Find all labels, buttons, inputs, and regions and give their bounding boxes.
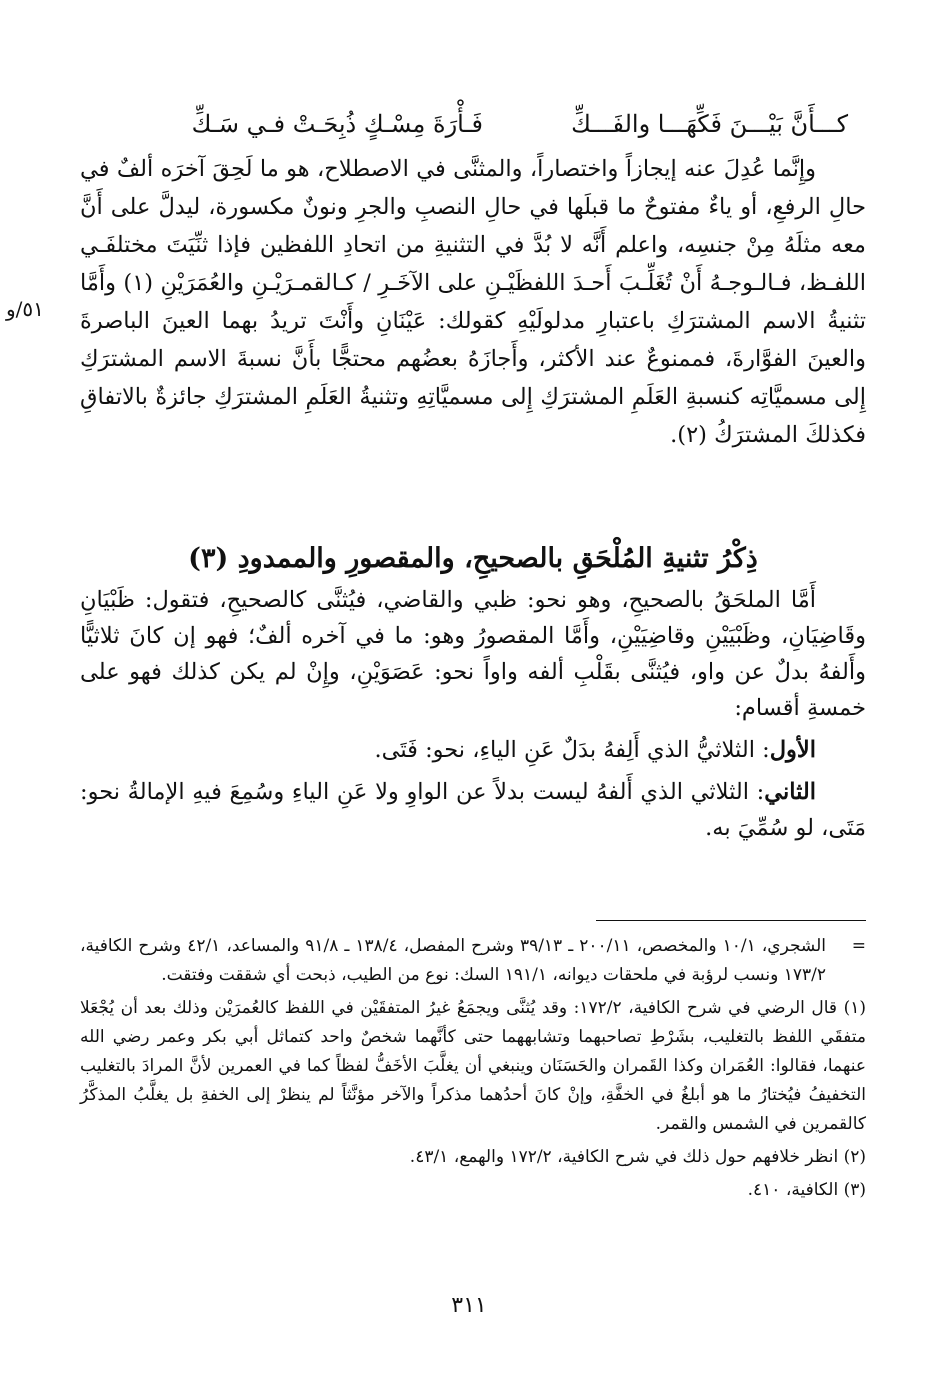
poetry-verse <box>128 104 848 144</box>
footnote-1: (١) قال الرضي في شرح الكافية، ١٧٢/٢: وقد يُثنَّى ويجمَعُ غيرُ المتفقَيْن في اللفظ كالعُمرَيْن وذلك بعد أن يُجْعَلا متفقَي اللفظ بالتغليب، بشَرْطِ تصاحبهما وتشابههما حتى كأنَّهما شخصٌ واحد كتماثل أبي بكر وعمر رضي الله عنهما، فقالوا: العُمَران وكذا القَمران والحَسَنَان وينبغي أن يغلَّبَ الأخَفُّ لفظاً كما في العمرين لأنَّ المرادَ بالتغليب التخفيفُ فيُختارُ ما هو أبلغُ في الخفَّةِ، وإنْ كانَ أحدُهما مذكراً والآخر مؤنَّثاً لم ينظرْ إلى الخفةِ بل يغلَّبُ المذكَّرُ كالقمرين في الشمس والقمر. <box>80 998 866 1134</box>
list-item-second-text: : الثلاثي الذي أَلفهُ ليست بدلاً عن الواوِ ولا عَنِ الياءِ وسُمِعَ فيهِ الإمالةُ نحو: مَتَى، لو سُمِّيَ به. <box>80 779 866 841</box>
list-item-first <box>80 732 866 768</box>
footnote-3: (٣) الكافية، ٤١٠. <box>747 1180 866 1200</box>
section-intro-paragraph: أَمَّا الملحَقُ بالصحيحِ، وهو نحو: ظبي والقاضي، فيُثنَّى كالصحيحِ، فتقول: ظَبْيَانِ وقَاضِيَانِ، وظَبْيَيْنِ وقاضِيَيْنِ، وأَمَّا المقصورُ وهو: ما في آخره ألفٌ؛ فهو إن كانَ ثلاثيًّا وأَلفهُ بدلٌ عن واو، فيُثنَّى بقَلْبِ ألفه واواً نحو: عَصَوَيْنِ، وإِنْ لم يكن كذلك فهو على خمسةِ أقسام: <box>80 587 866 721</box>
section-heading: ذِكْرُ تثنيةِ المُلْحَقِ بالصحيحِ، والمقصورِ والممدودِ (٣) <box>188 543 758 575</box>
footnotes <box>80 932 866 1209</box>
footnote-continuation <box>80 932 866 990</box>
continuation-mark: = <box>851 936 866 956</box>
section-body <box>80 582 866 852</box>
list-item-first-text: : الثلاثيُّ الذي أَلِفهُ بدَلٌ عَنِ الياءِ، نحو: فَتَى. <box>374 737 770 763</box>
verse-first-hemistich: كـــأَنَّ بَيْـــنَ فَكِّهَـــا والفَـــكِّ <box>571 110 848 138</box>
paragraph-dual-definition: وإِنَّما عُدِلَ عنه إيجازاً واختصاراً، والمثنَّى في الاصطلاح، هو ما لَحِقَ آخرَه ألفٌ في حالِ الرفعِ، أو ياءٌ مفتوحٌ ما قبلَها في حالِ النصبِ والجرِ ونونٌ مكسورة، ليدلَّ على أَنَّ معه مثلَهُ مِنْ جنسِه، واعلم أَنَّه لا بُدَّ في التثنيةِ من اتحادِ اللفظين فإذا ثنِّيَتَ مختلفَـي اللفـظ، فـالـوجـهُ أَنْ تُغَلِّـبَ أَحـدَ اللفظَيْـنِ على الآخَـرِ / كـالقمـرَيْـنِ والعُمَرَيْنِ (١) وأَمَّا تثنيةُ الاسم المشترَكِ باعتبارِ مدلولَيْهِ كقولك: عَيْنَانِ وأَنْتَ تريدُ بهما العينَ الباصرةَ والعينَ الفوَّارةَ، فممنوعٌ عند الأكثر، وأَجازَهُ بعضُهم محتجًّا بأَنَّ نسبةَ الاسم المشترَكِ إِلى مسميَّاتِه كنسبةِ العَلَمِ المشترَكِ إِلى مسميَّاتِهِ وتثنيةُ العَلَمِ المشترَكِ جائزةٌ بالاتفاقِ فكذلكَ المشترَكُ (٢). <box>80 156 866 448</box>
page-number: ٣١١ <box>451 1293 487 1318</box>
list-item-second <box>80 774 866 846</box>
margin-folio-reference: ٥١/و <box>6 297 44 321</box>
list-item-second-term: الثاني <box>764 779 816 805</box>
main-text <box>80 150 866 454</box>
footnote-divider <box>596 920 866 921</box>
list-item-first-term: الأول <box>769 737 816 763</box>
footnote-2: (٢) انظر خلافهم حول ذلك في شرح الكافية، ١٧٢/٢ والهمع، ٤٣/١. <box>409 1147 866 1167</box>
verse-second-hemistich: فَـأْرَةَ مِسْـكٍ ذُبِحَـتْ فـي سَـكِّ <box>191 110 483 138</box>
footnote-continuation-text: الشجري، ١٠/١ والمخصص، ٢٠٠/١١ ـ ٣٩/١٣ وشرح المفصل، ١٣٨/٤ ـ ٩١/٨ والمساعد، ٤٢/١ وشرح الكافية، ١٧٣/٢ ونسب لرؤبة في ملحقات ديوانه، ١٩١/١ السك: نوع من الطيب، ذبحت أي شققت وفتقت. <box>80 936 827 985</box>
